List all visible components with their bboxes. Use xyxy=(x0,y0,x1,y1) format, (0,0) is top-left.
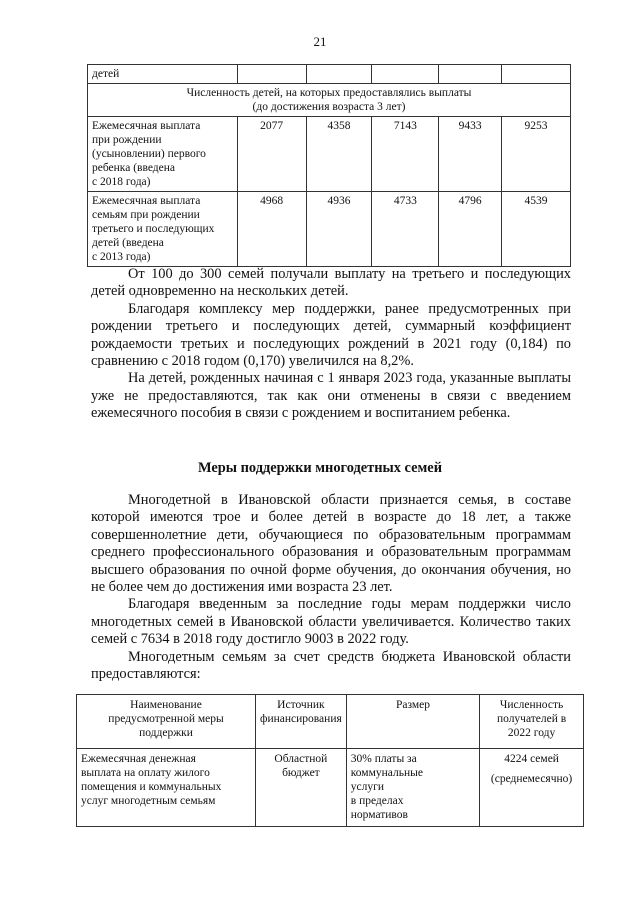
table-row xyxy=(77,749,584,827)
table-cell-label: детей xyxy=(88,65,238,84)
table-row xyxy=(88,192,571,267)
page-number: 21 xyxy=(313,34,327,49)
table-cell-source: Областной бюджет xyxy=(256,749,347,827)
table-cell-value: 4733 xyxy=(372,192,439,267)
table-cell-size: 30% платы за коммунальные услуги в пределах нормативов xyxy=(346,749,479,827)
table-header-row xyxy=(77,695,584,749)
section-heading: Меры поддержки многодетных семей xyxy=(198,460,442,476)
column-header-size: Размер xyxy=(346,695,479,749)
column-header-source: Источник финансирования xyxy=(256,695,347,749)
paragraph: На детей, рожденных начиная с 1 января 2023 года, указанные выплаты уже не предоставляются, так как они отменены в связи с введением ежемесячного пособия в связи с рождением и воспитанием ребенка. xyxy=(91,370,571,422)
paragraph: Благодаря введенным за последние годы мерам поддержки число многодетных семей в Ивановской области увеличивается. Количество таких семей с 7634 в 2018 году достигло 9003 в 2022 году. xyxy=(91,596,571,648)
column-header-measure: Наименование предусмотренной меры поддержки xyxy=(77,695,256,749)
table-cell-value: 9253 xyxy=(502,117,571,192)
table-span-header: Численность детей, на которых предоставлялись выплаты (до достижения возраста 3 лет) xyxy=(88,84,571,117)
table-row xyxy=(88,65,571,84)
table-cell-recipients: 4224 семей (среднемесячно) xyxy=(480,749,584,827)
paragraph: От 100 до 300 семей получали выплату на третьего и последующих детей одновременно на нескольких детей. xyxy=(91,266,571,300)
table-cell-value: 4796 xyxy=(439,192,502,267)
payments-table xyxy=(87,64,571,267)
paragraph: Многодетной в Ивановской области признается семья, в составе которой имеются трое и более детей в возрасте до 18 лет, а также совершеннолетние дети, обучающиеся по образовательным программам среднего профессионального образования и образовательным программам высшего образования по очной форме обучения, до окончания обучения, но не более чем до достижения ими возраста 23 лет. xyxy=(91,492,571,596)
table-row xyxy=(88,117,571,192)
paragraph: Благодаря комплексу мер поддержки, ранее предусмотренных при рождении третьего и последующих детей, суммарный коэффициент рождаемости третьих и последующих рождений в 2021 году (0,184) по сравнению с 2018 годом (0,170) увеличился на 8,2%. xyxy=(91,300,571,370)
table-cell-label: Ежемесячная выплата семьям при рождении третьего и последующих детей (введена с 2013 года) xyxy=(88,192,238,267)
column-header-recipients: Численность получателей в 2022 году xyxy=(480,695,584,749)
table-row xyxy=(88,84,571,117)
table-cell-measure: Ежемесячная денежная выплата на оплату жилого помещения и коммунальных услуг многодетным семьям xyxy=(77,749,256,827)
table-cell-value: 7143 xyxy=(372,117,439,192)
text-block-large-families xyxy=(91,492,571,683)
table-cell-value: 9433 xyxy=(439,117,502,192)
table-cell-value: 4539 xyxy=(502,192,571,267)
table-cell-value: 4968 xyxy=(237,192,306,267)
text-block-payments xyxy=(91,266,571,423)
table-cell-value: 4358 xyxy=(306,117,372,192)
table-cell-value: 2077 xyxy=(237,117,306,192)
paragraph: Многодетным семьям за счет средств бюджета Ивановской области предоставляются: xyxy=(91,648,571,683)
table-cell-label: Ежемесячная выплата при рождении (усыновлении) первого ребенка (введена с 2018 года) xyxy=(88,117,238,192)
support-measures-table xyxy=(76,694,584,827)
table-cell-value: 4936 xyxy=(306,192,372,267)
